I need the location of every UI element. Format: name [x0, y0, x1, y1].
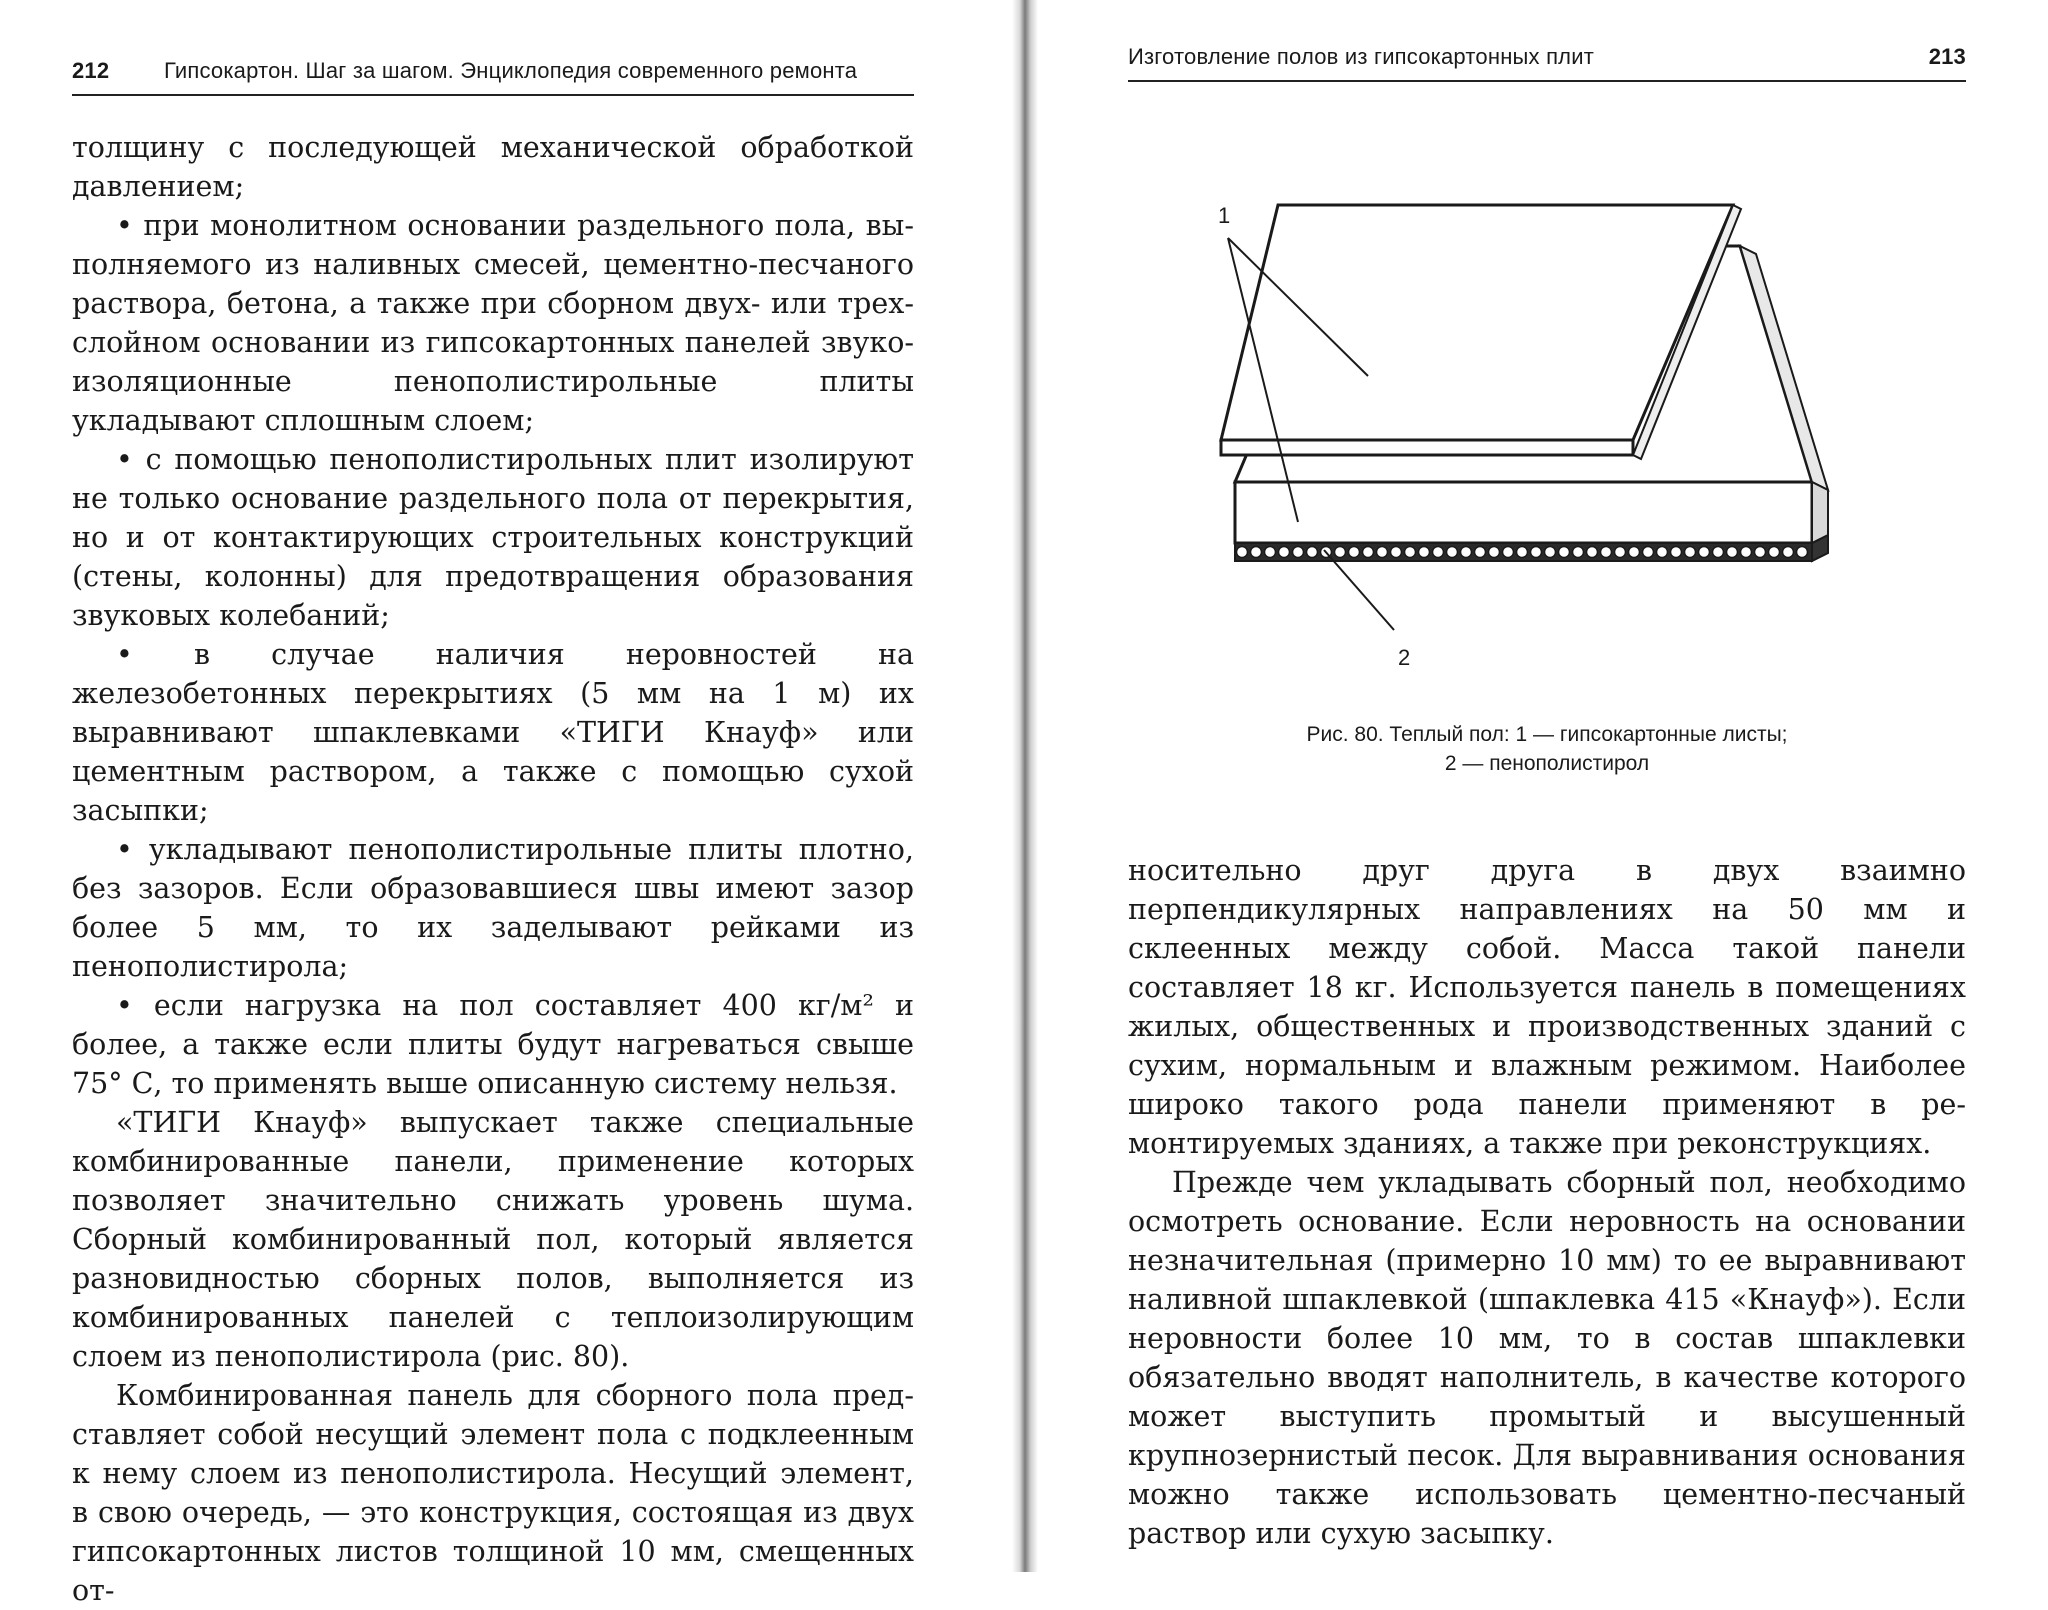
paragraph: толщину с последующей механической обработкой давлением; [72, 131, 914, 203]
right-page [1128, 0, 1966, 1572]
foam-cell [1377, 547, 1388, 558]
foam-cell [1475, 547, 1486, 558]
foam-cell [1699, 547, 1710, 558]
foam-cell [1503, 547, 1514, 558]
foam-cell [1797, 547, 1808, 558]
bullet-paragraph: • если нагрузка на пол составляет 400 кг/м² и более, а также если плиты будут нагреваться свыше 75° С, то применять выше описанную систему нельзя. [72, 989, 914, 1100]
foam-cell [1265, 547, 1276, 558]
upper-sheet-edge [1221, 440, 1633, 455]
bullet-paragraph: • при монолитном основании раздельного пола, выполняемого из наливных смесей, цементно-песчаного раствора, бетона, а также при сборном двух- или трехслойном основании из гипсокартонных панелей звукоизоляционные пенополистирольные плиты укладывают сплошным слоем; [72, 209, 914, 437]
foam-cell [1643, 547, 1654, 558]
foam-cell [1671, 547, 1682, 558]
foam-cell [1279, 547, 1290, 558]
foam-cell [1783, 547, 1794, 558]
paragraph: носительно друг друга в двух взаимно перпендикулярных направлениях на 50 мм и склеенных между собой. Масса такой панели составляет 18 кг. Используется панель в помещениях жилых, общественных и производственных зданий с сухим, нормальным и влажным режимом. Наиболее широко такого рода панели применяют в ремонтируемых зданиях, а также при реконструкциях. [1128, 854, 1966, 1160]
foam-cell [1489, 547, 1500, 558]
foam-cell [1531, 547, 1542, 558]
foam-cell [1391, 547, 1402, 558]
foam-cell [1251, 547, 1262, 558]
left-body-text [72, 128, 914, 1610]
caption-line-2: 2 — пенополистирол [1444, 752, 1650, 775]
bullet-paragraph: • в случае наличия неровностей на железобетонных перекрытиях (5 мм на 1 м) их выравнивают шпаклевками «ТИГИ Кнауф» или цементным раствором, а также с помощью сухой засыпки; [72, 638, 914, 827]
left-running-title: Гипсокартон. Шаг за шагом. Энциклопедия современного ремонта [164, 58, 858, 83]
left-page [72, 0, 914, 1607]
foam-cell [1769, 547, 1780, 558]
foam-cell [1601, 547, 1612, 558]
bullet-paragraph: • с помощью пенополистирольных плит изолируют не только основание раздельного пола от перекрытия, но и от контактирующих строительных конструкций (стены, колонны) для предотвращения образования звуковых колебаний; [72, 443, 914, 632]
left-page-number: 212 [72, 58, 110, 83]
figure-label-1: 1 [1218, 203, 1231, 228]
foam-cell [1755, 547, 1766, 558]
foam-cell [1307, 547, 1318, 558]
warm-floor-diagram [1128, 190, 1966, 710]
foam-cell [1335, 547, 1346, 558]
paragraph: Комбинированная панель для сборного пола представляет собой несущий элемент пола с подклеенным к нему слоем из пенополистирола. Несущий элемент, в свою очередь, — это конструкция, состоящая из двух гипсокартонных листов толщиной 10 мм, смещенных от- [72, 1379, 914, 1607]
foam-cell [1587, 547, 1598, 558]
figure-warm-floor [1128, 190, 1966, 790]
foam-cell [1685, 547, 1696, 558]
figure-caption [1128, 720, 1966, 778]
foam-cell [1517, 547, 1528, 558]
foam-cell [1237, 547, 1248, 558]
right-running-head [1128, 44, 1966, 82]
foam-cell [1363, 547, 1374, 558]
foam-cells [1237, 547, 1808, 558]
foam-cell [1559, 547, 1570, 558]
lower-side-full [1812, 482, 1828, 543]
bullet-paragraph: • укладывают пенополистирольные плиты плотно, без зазоров. Если образовавшиеся швы имеют зазор более 5 мм, то их заделывают рейками из пенополистирола; [72, 833, 914, 983]
foam-cell [1461, 547, 1472, 558]
caption-line-1: Рис. 80. Теплый пол: 1 — гипсокартонные листы; [1306, 723, 1788, 746]
foam-cell [1419, 547, 1430, 558]
foam-cell [1433, 547, 1444, 558]
foam-cell [1657, 547, 1668, 558]
paragraph: «ТИГИ Кнауф» выпускает также специальные комбинированные панели, применение которых позволяет значительно снижать уровень шума. Сборный комбинированный пол, который является разновидностью сборных полов, выполняется из комбинированных панелей с теплоизолирующим слоем из пенополистирола (рис. 80). [72, 1106, 914, 1373]
right-body-text [1128, 851, 1966, 1553]
foam-cell [1741, 547, 1752, 558]
paragraph: Прежде чем укладывать сборный пол, необходимо осмотреть основание. Если неровность на основании незначительная (примерно 10 мм) то ее выравнивают наливной шпаклевкой (шпаклевка 415 «Кнауф»). Если неровности более 10 мм, то в состав шпаклевки обязательно вводят наполнитель, в качестве которого может выступить промытый и высушенный крупнозернистый песок. Для выравнивания основания можно также использовать цементно-песчаный раствор или сухую засыпку. [1128, 1166, 1966, 1550]
figure-label-2: 2 [1398, 645, 1411, 670]
foam-cell [1405, 547, 1416, 558]
foam-cell [1727, 547, 1738, 558]
foam-cell [1615, 547, 1626, 558]
foam-cell [1713, 547, 1724, 558]
right-page-number: 213 [1928, 44, 1966, 69]
lower-sheet-edge [1235, 482, 1812, 543]
left-running-head [72, 58, 914, 96]
foam-cell [1447, 547, 1458, 558]
foam-cell [1573, 547, 1584, 558]
right-running-title: Изготовление полов из гипсокартонных плит [1128, 44, 1594, 69]
foam-cell [1349, 547, 1360, 558]
foam-cell [1629, 547, 1640, 558]
foam-cell [1293, 547, 1304, 558]
foam-cell [1545, 547, 1556, 558]
book-gutter [1012, 0, 1038, 1572]
